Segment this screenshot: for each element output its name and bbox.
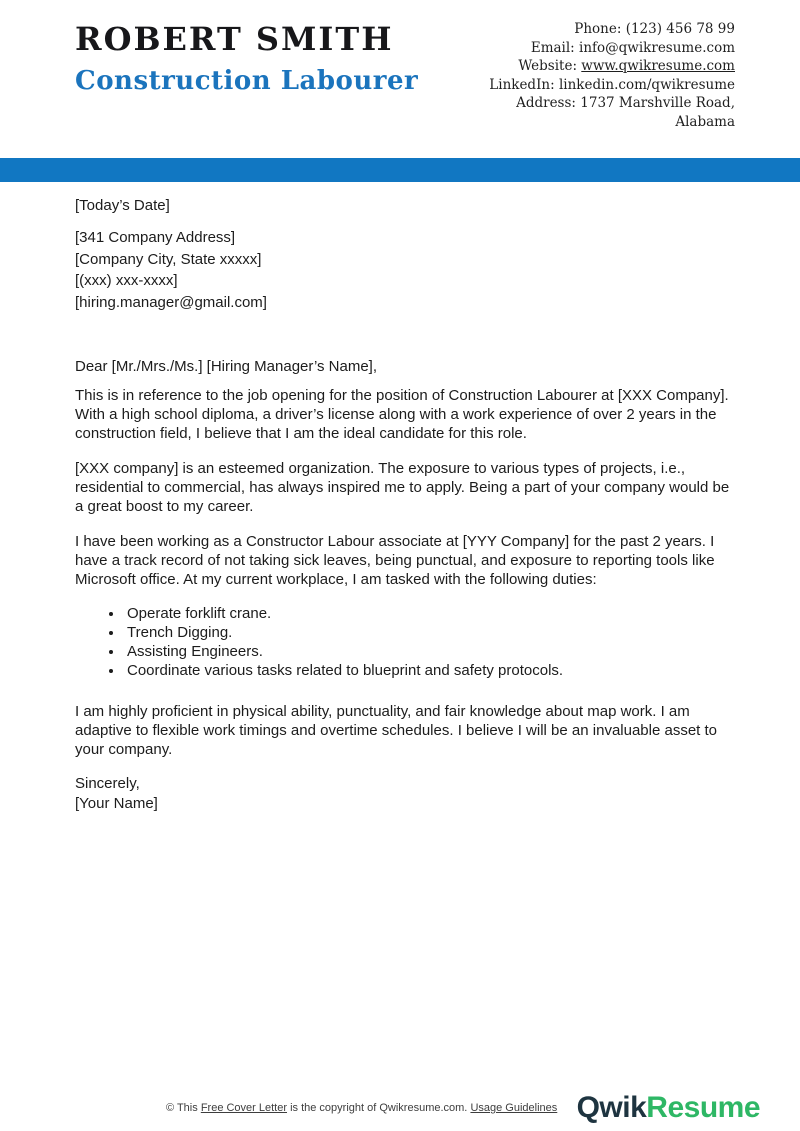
usage-guidelines-link[interactable]: Usage Guidelines bbox=[470, 1102, 558, 1114]
recipient-line: [Company City, State xxxxx] bbox=[75, 250, 262, 268]
contact-value: info@qwikresume.com bbox=[579, 39, 735, 56]
qwikresume-logo bbox=[577, 1091, 760, 1125]
duties-list bbox=[75, 604, 737, 680]
header-divider-bar bbox=[0, 158, 800, 182]
identity-block bbox=[75, 20, 418, 96]
contact-info bbox=[473, 20, 735, 132]
signoff: Sincerely, bbox=[75, 775, 140, 792]
contact-email-line bbox=[473, 39, 735, 58]
contact-label: Address: bbox=[516, 95, 576, 112]
contact-website-line bbox=[473, 57, 735, 76]
copyright-middle: is the copyright of Qwikresume.com. bbox=[290, 1102, 468, 1114]
logo-qwik-text: Qwik bbox=[576, 1091, 647, 1124]
recipient-line: [341 Company Address] bbox=[75, 229, 236, 246]
recipient-line: [(xxx) xxx-xxxx] bbox=[75, 272, 178, 289]
contact-label: Phone: bbox=[574, 21, 622, 37]
recipient-line: [hiring.manager@gmail.com] bbox=[75, 293, 267, 311]
contact-linkedin-line bbox=[473, 76, 735, 95]
closing-paragraph: I am highly proficient in physical ability, punctuality, and fair knowledge about map work. I am adaptive to flexible work timings and overtime schedules. I believe I will be an invaluable asset to your company. bbox=[75, 703, 718, 758]
copyright-prefix: © This bbox=[166, 1102, 198, 1114]
candidate-name: ROBERT SMITH bbox=[75, 20, 394, 58]
contact-address-line bbox=[473, 94, 735, 113]
contact-value: linkedin.com/qwikresume bbox=[558, 76, 735, 93]
free-cover-letter-link[interactable]: Free Cover Letter bbox=[200, 1102, 288, 1114]
logo-resume-text: Resume bbox=[646, 1091, 760, 1124]
letter-header bbox=[0, 0, 800, 158]
body-paragraph: [XXX company] is an esteemed organization. The exposure to various types of projects, i.e., residential to commercial, has always inspired me to apply. Being a part of your company would be a great boost to my career. bbox=[75, 460, 730, 515]
body-paragraph: This is in reference to the job opening for the position of Construction Labourer at [XXX Company]. With a high school diploma, a driver’s license along with a work experience of over 2 years in the construction field, I believe that I am the ideal candidate for this role. bbox=[75, 387, 729, 442]
date-placeholder: [Today’s Date] bbox=[75, 197, 170, 214]
duty-item: • Trench Digging. bbox=[124, 623, 737, 642]
letter-body bbox=[0, 182, 800, 813]
contact-label: LinkedIn: bbox=[489, 76, 555, 93]
contact-value: (123) 456 78 99 bbox=[625, 21, 735, 37]
signoff-block bbox=[75, 774, 737, 813]
contact-phone-line bbox=[473, 20, 735, 39]
signature-placeholder: [Your Name] bbox=[75, 794, 158, 812]
salutation: Dear [Mr./Mrs./Ms.] [Hiring Manager’s Name], bbox=[75, 358, 378, 375]
copyright-text bbox=[166, 1102, 557, 1114]
contact-value: Alabama bbox=[675, 113, 735, 130]
duty-item: • Operate forklift crane. bbox=[124, 604, 737, 623]
duty-item: • Assisting Engineers. bbox=[124, 642, 737, 661]
contact-address-line2 bbox=[473, 113, 735, 132]
contact-label: Email: bbox=[530, 39, 575, 56]
body-paragraph: I have been working as a Constructor Labour associate at [YYY Company] for the past 2 years. I have a track record of not taking sick leaves, being punctual, and exposure to reporting tools like Microsoft office. At my current workplace, I am tasked with the following duties: bbox=[75, 533, 715, 588]
contact-label: Website: bbox=[518, 58, 577, 75]
recipient-block bbox=[75, 227, 737, 313]
job-title: Construction Labourer bbox=[75, 66, 419, 96]
website-link[interactable]: www.qwikresume.com bbox=[581, 58, 735, 75]
page-footer bbox=[0, 1091, 800, 1125]
contact-value: 1737 Marshville Road, bbox=[580, 95, 735, 112]
duty-item: • Coordinate various tasks related to blueprint and safety protocols. bbox=[124, 661, 737, 680]
